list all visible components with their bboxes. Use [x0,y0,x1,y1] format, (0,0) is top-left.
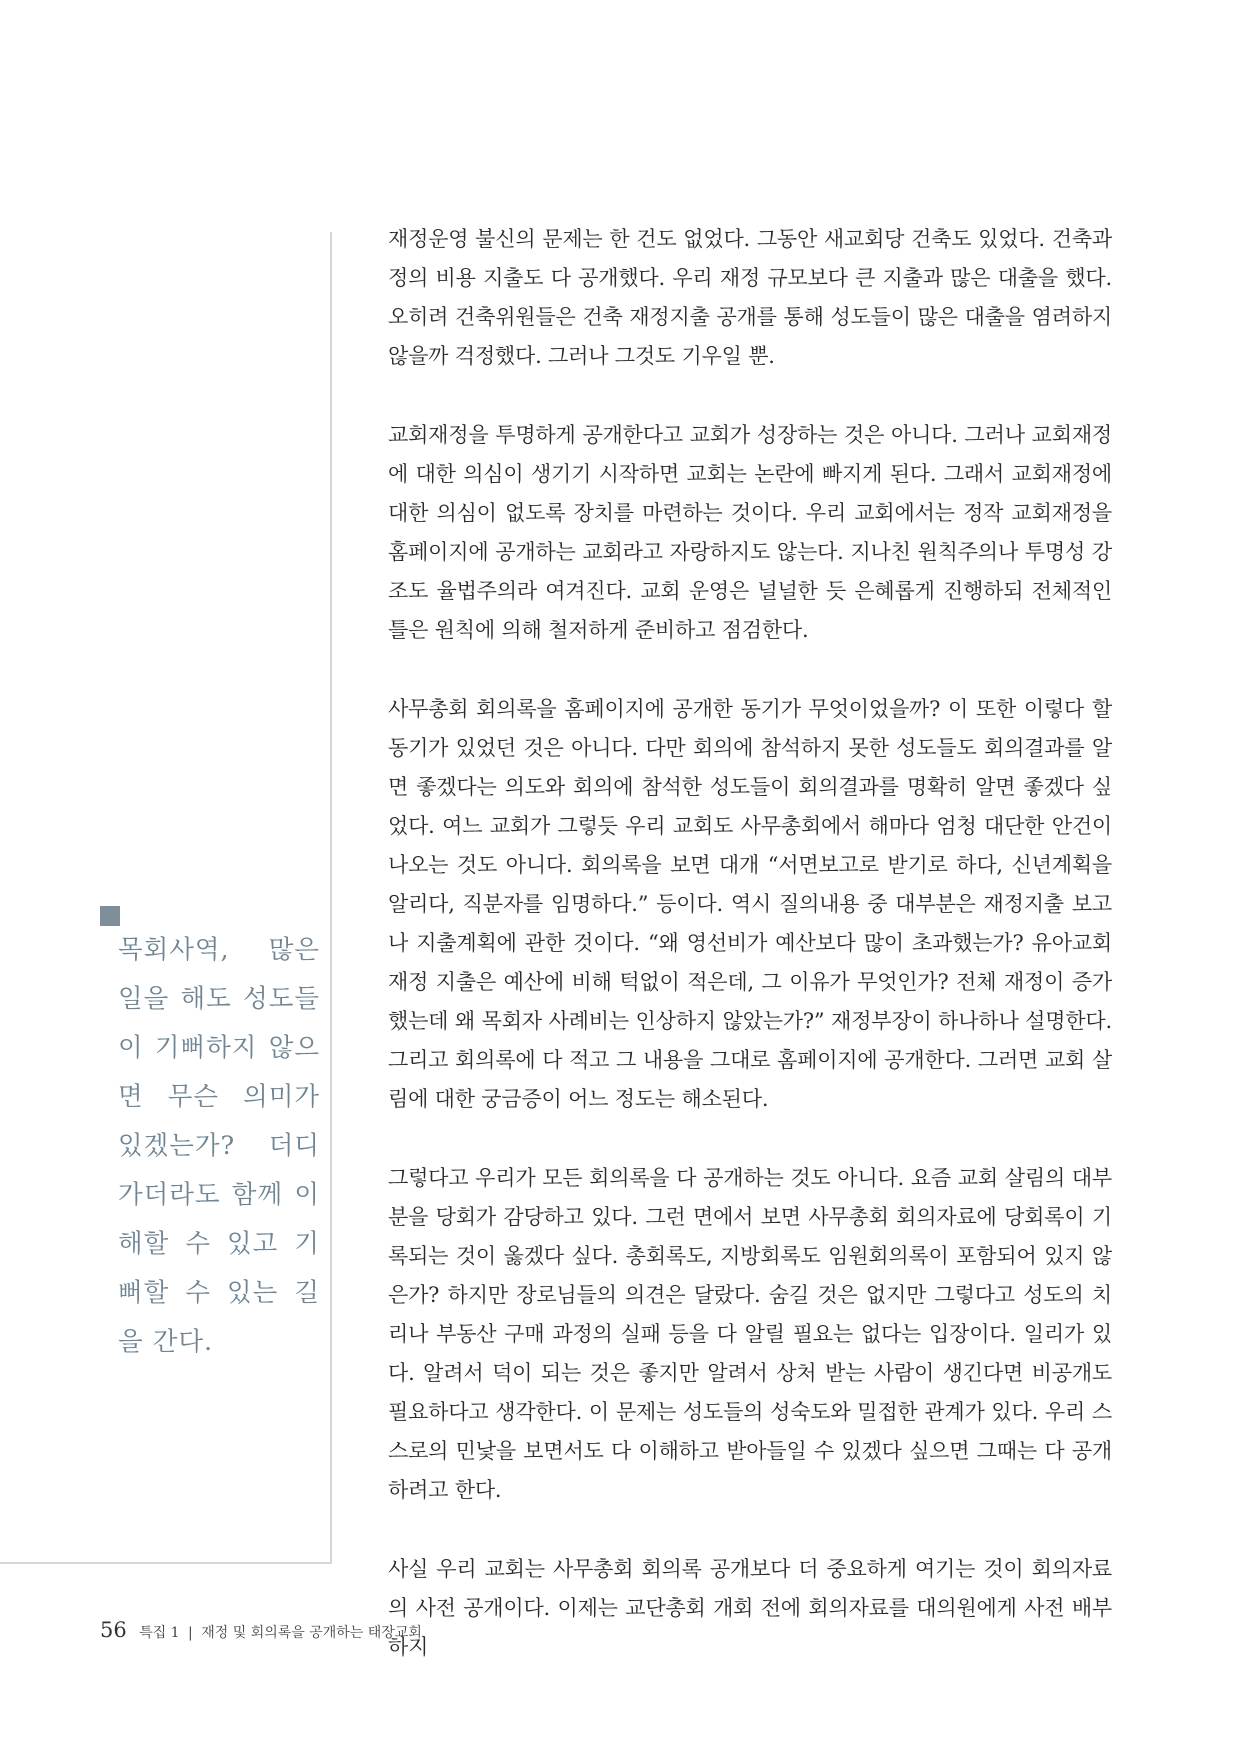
page-number: 56 [100,1618,127,1642]
paragraph-3: 사무총회 회의록을 홈페이지에 공개한 동기가 무엇이었을까? 이 또한 이렇다 할 동기가 있었던 것은 아니다. 다만 회의에 참석하지 못한 성도들도 회의결과를 알면 좋겠다는 의도와 회의에 참석한 성도들이 회의결과를 명확히 알면 좋겠다 싶었다. 여느 교회가 그렇듯 우리 교회도 사무총회에서 해마다 엄청 대단한 안건이 나오는 것도 아니다. 회의록을 보면 대개 “서면보고로 받기로 하다, 신년계획을 알리다, 직분자를 임명하다.” 등이다. 역시 질의내용 중 대부분은 재정지출 보고나 지출계획에 관한 것이다. “왜 영선비가 예산보다 많이 초과했는가? 유아교회 재정 지출은 예산에 비해 턱없이 적은데, 그 이유가 무엇인가? 전체 재정이 증가했는데 왜 목회자 사례비는 인상하지 않았는가?” 재정부장이 하나하나 설명한다. 그리고 회의록에 다 적고 그 내용을 그대로 홈페이지에 공개한다. 그러면 교회 살림에 대한 궁금증이 어느 정도는 해소된다. [388,697,1112,1111]
sidebar-horizontal-rule [0,1562,332,1564]
paragraph-2: 교회재정을 투명하게 공개한다고 교회가 성장하는 것은 아니다. 그러나 교회재정에 대한 의심이 생기기 시작하면 교회는 논란에 빠지게 된다. 그래서 교회재정에 대한 의심이 없도록 장치를 마련하는 것이다. 우리 교회에서는 정작 교회재정을 홈페이지에 공개하는 교회라고 자랑하지도 않는다. 지나친 원칙주의나 투명성 강조도 율법주의라 여겨진다. 교회 운영은 널널한 듯 은혜롭게 진행하되 전체적인 틀은 원칙에 의해 철저하게 준비하고 점검한다. [388,423,1112,642]
pull-quote-square-icon [100,906,120,926]
section-label: 특집 1 [139,1625,180,1641]
article-body [388,220,1112,1707]
paragraph-4: 그렇다고 우리가 모든 회의록을 다 공개하는 것도 아니다. 요즘 교회 살림의 대부분을 당회가 감당하고 있다. 그런 면에서 보면 사무총회 회의자료에 당회록이 기록되는 것이 옳겠다 싶다. 총회록도, 지방회록도 임원회의록이 포함되어 있지 않은가? 하지만 장로님들의 의견은 달랐다. 숨길 것은 없지만 그렇다고 성도의 치리나 부동산 구매 과정의 실패 등을 다 알릴 필요는 없다는 입장이다. 일리가 있다. 알려서 덕이 되는 것은 좋지만 알려서 상처 받는 사람이 생긴다면 비공개도 필요하다고 생각한다. 이 문제는 성도들의 성숙도와 밀접한 관계가 있다. 우리 스스로의 민낯을 보면서도 다 이해하고 받아들일 수 있겠다 싶으면 그때는 다 공개하려고 한다. [388,1166,1112,1502]
paragraph-5: 사실 우리 교회는 사무총회 회의록 공개보다 더 중요하게 여기는 것이 회의자료의 사전 공개이다. 이제는 교단총회 개회 전에 회의자료를 대의원에게 사전 배부하지 [388,1557,1112,1659]
footer-divider: | [188,1625,193,1641]
pull-quote: 목회사역, 많은 일을 해도 성도들이 기뻐하지 않으면 무슨 의미가 있겠는가? 더디 가더라도 함께 이해할 수 있고 기뻐할 수 있는 길을 간다. [118,935,320,1357]
page-footer [100,1618,422,1642]
article-title: 재정 및 회의록을 공개하는 태장교회 [201,1625,422,1641]
sidebar-vertical-rule [330,232,332,1564]
paragraph-1: 재정운영 불신의 문제는 한 건도 없었다. 그동안 새교회당 건축도 있었다. 건축과정의 비용 지출도 다 공개했다. 우리 재정 규모보다 큰 지출과 많은 대출을 했다. 오히려 건축위원들은 건축 재정지출 공개를 통해 성도들이 많은 대출을 염려하지 않을까 걱정했다. 그러나 그것도 기우일 뿐. [388,227,1112,368]
